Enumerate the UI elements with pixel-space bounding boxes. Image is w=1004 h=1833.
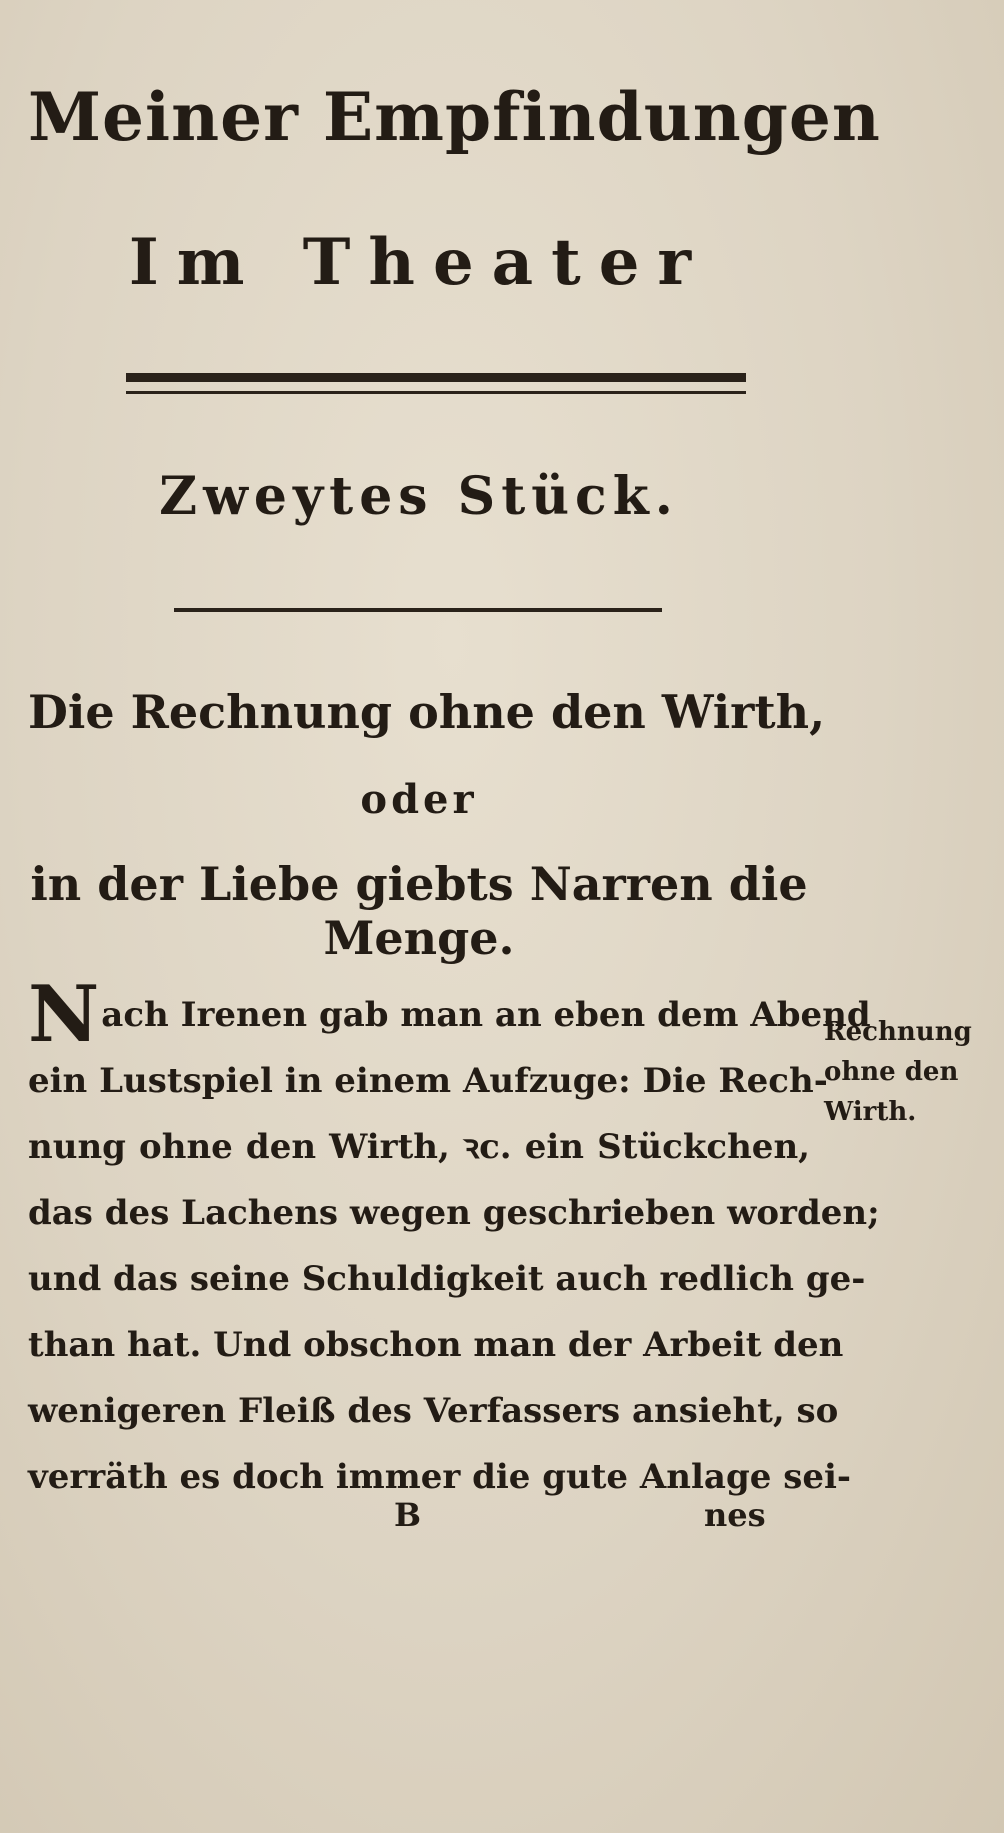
marginal-note [824,1012,1000,1132]
part-heading: Zweytes Stück. [159,466,679,527]
marginal-note-line: Wirth. [824,1097,917,1127]
alt-title-line-1: in der Liebe giebts Narren die [30,857,808,911]
play-title: Die Rechnung ohne den Wirth, [28,685,826,739]
heading-line-2: Im Theater [128,225,710,300]
alt-title-line-2: Menge. [323,911,515,965]
marginal-note-line: Rechnung [824,1017,972,1047]
title-connector: oder [360,776,478,823]
body-line [28,969,871,1060]
body-line: wenigeren Fleiß des Verfassers ansieht, so [28,1391,839,1431]
double-rule-thin [126,391,746,394]
body-line: das des Lachens wegen geschrieben worden; [28,1193,880,1233]
body-line: ein Lustspiel in einem Aufzuge: Die Rech- [28,1061,828,1101]
body-line: verräth es doch immer die gute Anlage sei- [28,1457,851,1497]
section-rule [174,608,662,612]
double-rule-thick [126,373,746,382]
drop-cap: N [28,969,100,1060]
heading-line-1: Meiner Empfindungen [28,78,881,156]
signature-mark: B [394,1496,422,1534]
catchword: nes [704,1496,766,1534]
body-line: und das seine Schuldigkeit auch redlich ge- [28,1259,866,1299]
marginal-note-line: ohne den [824,1057,959,1087]
body-line: than hat. Und obschon man der Arbeit den [28,1325,844,1365]
body-line: nung ohne den Wirth, ꝛc. ein Stückchen, [28,1127,810,1167]
page-footer [28,1496,810,1552]
body-paragraph [28,969,880,1510]
body-line-text: ach Irenen gab man an eben dem Abend [101,995,871,1035]
